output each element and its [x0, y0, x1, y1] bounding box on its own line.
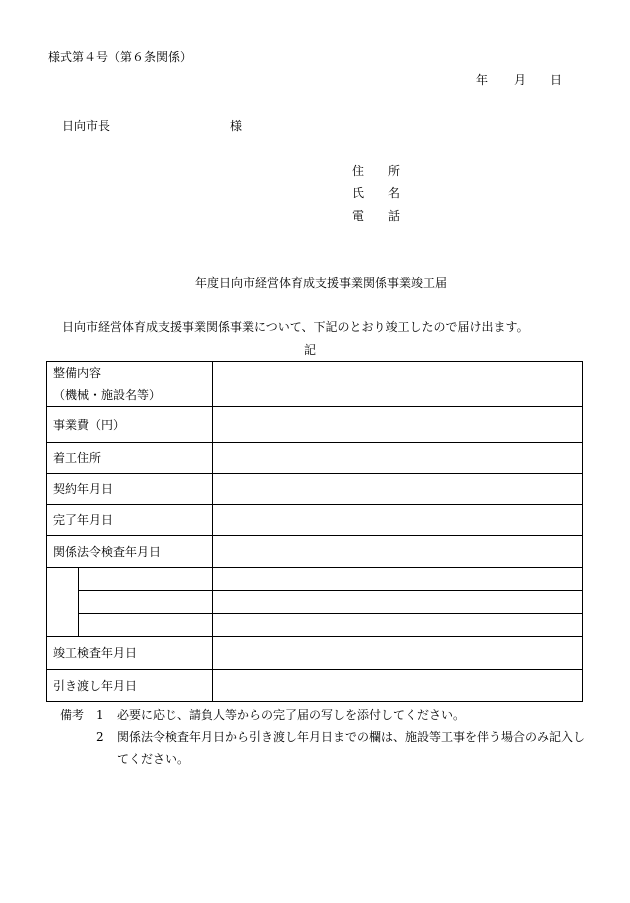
notes-label: 備考	[60, 708, 85, 722]
addressee-honorific: 様	[230, 119, 243, 133]
table-row	[47, 637, 583, 670]
sub-item-label-cell[interactable]	[79, 614, 213, 637]
note-number: 1	[96, 708, 104, 722]
form-number: 様式第４号（第６条関係）	[48, 50, 193, 64]
note-number: 2	[96, 730, 104, 744]
intro-text: 日向市経営体育成支援事業関係事業について、下記のとおり竣工したので届け出ます。	[62, 320, 529, 334]
sub-item-value-cell[interactable]	[213, 591, 583, 614]
note-text: 関係法令検査年月日から引き渡し年月日までの欄は、施設等工事を伴う場合のみ記入し	[117, 730, 586, 744]
completion-date-value-cell[interactable]	[213, 505, 583, 536]
table-row	[47, 614, 583, 637]
table-row	[47, 362, 583, 407]
applicant-phone-label: 電 話	[352, 209, 401, 223]
report-table	[46, 361, 583, 702]
site-value-cell[interactable]	[213, 443, 583, 474]
inspection-date-value-cell[interactable]	[213, 536, 583, 568]
table-row	[47, 505, 583, 536]
document-title: 年度日向市経営体育成支援事業関係事業竣工届	[195, 276, 448, 290]
row-label: 引き渡し年月日	[47, 670, 213, 702]
applicant-name-label: 氏 名	[352, 186, 401, 200]
date-month: 月	[514, 73, 527, 87]
row-label: 契約年月日	[47, 474, 213, 505]
row-label-text: 整備内容	[53, 366, 102, 380]
date-line	[476, 73, 562, 87]
sub-item-label-cell[interactable]	[79, 591, 213, 614]
table-row	[47, 568, 583, 591]
content-value-cell[interactable]	[213, 362, 583, 407]
applicant-address-label: 住 所	[352, 164, 401, 178]
table-row	[47, 407, 583, 443]
final-inspection-value-cell[interactable]	[213, 637, 583, 670]
sub-item-value-cell[interactable]	[213, 568, 583, 591]
table-row	[47, 443, 583, 474]
row-label: 完了年月日	[47, 505, 213, 536]
contract-date-value-cell[interactable]	[213, 474, 583, 505]
row-label: 関係法令検査年月日	[47, 536, 213, 568]
row-label: 着工住所	[47, 443, 213, 474]
date-year: 年	[476, 73, 489, 87]
row-label: 事業費（円）	[47, 407, 213, 443]
handover-date-value-cell[interactable]	[213, 670, 583, 702]
table-row	[47, 591, 583, 614]
row-sublabel-text: （機械・施設名等）	[53, 388, 162, 402]
sub-item-value-cell[interactable]	[213, 614, 583, 637]
ki-heading: 記	[304, 343, 317, 357]
row-label	[47, 362, 213, 407]
addressee: 日向市長	[62, 119, 111, 133]
sub-item-label-cell[interactable]	[79, 568, 213, 591]
note-text: 必要に応じ、請負人等からの完了届の写しを添付してください。	[117, 708, 466, 722]
table-row	[47, 670, 583, 702]
date-day: 日	[550, 73, 563, 87]
row-label: 竣工検査年月日	[47, 637, 213, 670]
blank-indent-cell	[47, 568, 79, 637]
note-text-continuation: てください。	[117, 752, 190, 766]
cost-value-cell[interactable]	[213, 407, 583, 443]
table-row	[47, 474, 583, 505]
table-row	[47, 536, 583, 568]
